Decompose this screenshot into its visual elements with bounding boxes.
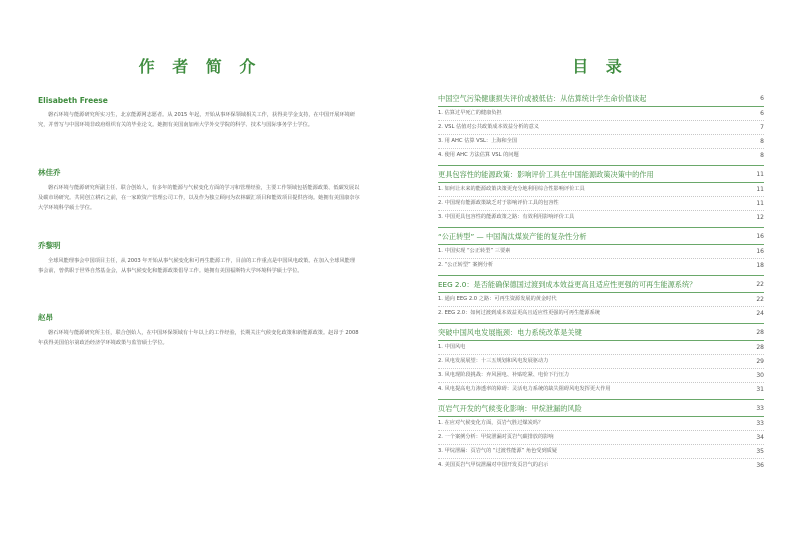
item-page: 16 <box>756 248 764 255</box>
item-page: 22 <box>756 296 764 303</box>
item-label: 3. 中国更具包容性的能源政策之路：有效利用影响评价工具 <box>438 214 575 220</box>
toc-item[interactable] <box>438 245 764 259</box>
toc-chapter-link[interactable] <box>438 230 764 245</box>
item-label: 4. 美国页岩气甲烷泄漏对中国开发页岩气的启示 <box>438 462 549 468</box>
item-page: 12 <box>756 214 764 221</box>
author-bio: 磐石环境与能源研究所主任，联合创始人，在中国环保领域有十年以上的工作经验，长期关注气候变化政策和新能源政策。赵昂于 2008 年获得美国伯尔第政治经济学环境政策与监管硕士学位。 <box>38 330 359 346</box>
chapter-page: 6 <box>760 95 764 102</box>
item-page: 11 <box>756 200 764 207</box>
item-label: 2. 中国现有能源政策缺乏对于影响评价工具的包容性 <box>438 200 559 206</box>
item-label: 1. 中国风电 <box>438 344 466 350</box>
toc-item[interactable] <box>438 183 764 197</box>
chapter-page: 33 <box>756 405 764 412</box>
item-label: 2. “公正转型” 案例分析 <box>438 262 494 268</box>
item-label: 3. 甲烷泄漏：页岩气的 “过渡性能源” 角色受到质疑 <box>438 448 558 454</box>
toc-section <box>438 278 764 324</box>
item-label: 1. 如何让未来的能源政策决策更充分地利用综合性影响评价工具 <box>438 186 585 192</box>
toc-item[interactable] <box>438 135 764 149</box>
toc-chapter-link[interactable] <box>438 402 764 417</box>
toc-item[interactable] <box>438 341 764 355</box>
chapter-title: “公正转型” — 中国淘汰煤炭产能的复杂性分析 <box>438 232 587 241</box>
author-name: Elisabeth Freese <box>38 96 108 105</box>
item-page: 8 <box>760 152 764 159</box>
chapter-page: 28 <box>756 329 764 336</box>
item-page: 18 <box>756 262 764 269</box>
item-label: 1. 在应对气候变化方面，页岩气胜过煤炭吗？ <box>438 420 544 426</box>
toc-chapter-link[interactable] <box>438 168 764 183</box>
item-page: 34 <box>756 434 764 441</box>
toc-section <box>438 230 764 276</box>
item-page: 28 <box>756 344 764 351</box>
author-entry <box>38 240 360 277</box>
toc-page <box>400 0 800 543</box>
item-label: 1. 中国实现 “公正转型” 三要素 <box>438 248 511 254</box>
toc-chapter-link[interactable] <box>438 278 764 293</box>
item-page: 7 <box>760 124 764 131</box>
toc-section <box>438 92 764 166</box>
item-page: 36 <box>756 462 764 469</box>
toc-item[interactable] <box>438 197 764 211</box>
item-label: 3. 用 AHC 估算 VSL：上海和全国 <box>438 138 518 144</box>
item-page: 8 <box>760 138 764 145</box>
item-label: 2. VSL 估值对公共政策成本效益分析的意义 <box>438 124 539 130</box>
item-page: 33 <box>756 420 764 427</box>
item-page: 30 <box>756 372 764 379</box>
item-page: 11 <box>756 186 764 193</box>
author-name: 赵昂 <box>38 313 53 322</box>
item-label: 2. EEG 2.0：如何过渡到成本效益更高且适应性更强的可再生能源系统 <box>438 310 600 316</box>
toc-item[interactable] <box>438 211 764 224</box>
toc-section <box>438 402 764 475</box>
chapter-title: EEG 2.0：是否能确保德国过渡到成本效益更高且适应性更强的可再生能源系统？ <box>438 280 697 289</box>
chapter-title: 突破中国风电发展瓶颈：电力系统改革是关键 <box>438 328 582 337</box>
chapter-title: 更具包容性的能源政策：影响评价工具在中国能源政策决策中的作用 <box>438 170 654 179</box>
author-entry <box>38 96 360 131</box>
toc-item[interactable] <box>438 459 764 472</box>
toc-item[interactable] <box>438 445 764 459</box>
item-label: 1. 通向 EEG 2.0 之路：可再生资源发展的黄金时代 <box>438 296 557 302</box>
author-name: 林佳乔 <box>38 168 61 177</box>
author-entry <box>38 167 360 213</box>
toc-item[interactable] <box>438 149 764 162</box>
item-page: 35 <box>756 448 764 455</box>
author-bio: 磐石环境与能源研究所实习生，北京能源网志愿者。从 2015 年起，开始从事环保领域相关工作，获得美学金支持，在中国开展环境研究，并曾写与中国环境非政府组织有关的毕业论文。她拥有美国南加州大学外交学院的科学、技术与国际事务学士学位。 <box>38 112 356 128</box>
author-bio: 磐石环境与能源研究所副主任、联合创始人，有多年的能源与气候变化方面的学习和管理经验，主要工作领域包括能源政策、低碳发展以及碳市场研究。共同创立耕石之前，在一家欧资产管理公司工作，以及作为独立顾问为农林碳汇项目和能效项目提供咨询。她拥有美国康奈尔大学环境科学硕士学位。 <box>38 185 360 211</box>
item-label: 4. 风电提高电力渗透率的障碍：灵活电力系统的缺失阻碍风电发挥更大作用 <box>438 386 611 392</box>
toc-chapter-link[interactable] <box>438 326 764 341</box>
toc-chapter-link[interactable] <box>438 92 764 107</box>
item-page: 31 <box>756 386 764 393</box>
item-label: 4. 使用 AHC 方法估算 VSL 的问题 <box>438 152 519 158</box>
author-name: 乔黎明 <box>38 241 61 250</box>
toc-item[interactable] <box>438 355 764 369</box>
item-label: 2. 一个案例分析：甲烷泄漏对页岩气碳排放的影响 <box>438 434 554 440</box>
item-label: 2. 风电发展展望：十三五规划和风电发展驱动力 <box>438 358 549 364</box>
toc-item[interactable] <box>438 307 764 320</box>
authors-heading: 作 者 简 介 <box>138 57 262 76</box>
table-of-contents <box>438 92 764 477</box>
toc-item[interactable] <box>438 107 764 121</box>
chapter-page: 16 <box>756 233 764 240</box>
item-page: 6 <box>760 110 764 117</box>
chapter-title: 页岩气开发的气候变化影响：甲烷泄漏的风险 <box>438 404 582 413</box>
chapter-page: 22 <box>756 281 764 288</box>
toc-section <box>438 168 764 228</box>
toc-item[interactable] <box>438 417 764 431</box>
item-label: 3. 风电现阶段挑战：弃风困电、补贴吃紧、电价下行压力 <box>438 372 570 378</box>
toc-section <box>438 326 764 400</box>
toc-item[interactable] <box>438 431 764 445</box>
item-page: 29 <box>756 358 764 365</box>
chapter-page: 11 <box>756 171 764 178</box>
toc-item[interactable] <box>438 383 764 396</box>
toc-heading: 目 录 <box>572 57 628 76</box>
item-page: 24 <box>756 310 764 317</box>
chapter-title: 中国空气污染健康损失评价或被低估：从估算统计学生命价值谈起 <box>438 94 647 103</box>
toc-item[interactable] <box>438 259 764 272</box>
toc-item[interactable] <box>438 293 764 307</box>
author-bio: 全球风能理事会中国项目主任，从 2003 年开始从事气候变化和可再生能源工作，目前的工作重点是中国风电政策。在加入全球风能理事会前，曾供职于世界自然基金会，从事气候变化和能源政策倡导工作。她拥有美国福斯特大学环境科学硕士学位。 <box>38 258 356 274</box>
toc-item[interactable] <box>438 121 764 135</box>
author-entry <box>38 312 360 349</box>
toc-item[interactable] <box>438 369 764 383</box>
item-label: 1. 估算过早死亡的健康负担 <box>438 110 502 116</box>
